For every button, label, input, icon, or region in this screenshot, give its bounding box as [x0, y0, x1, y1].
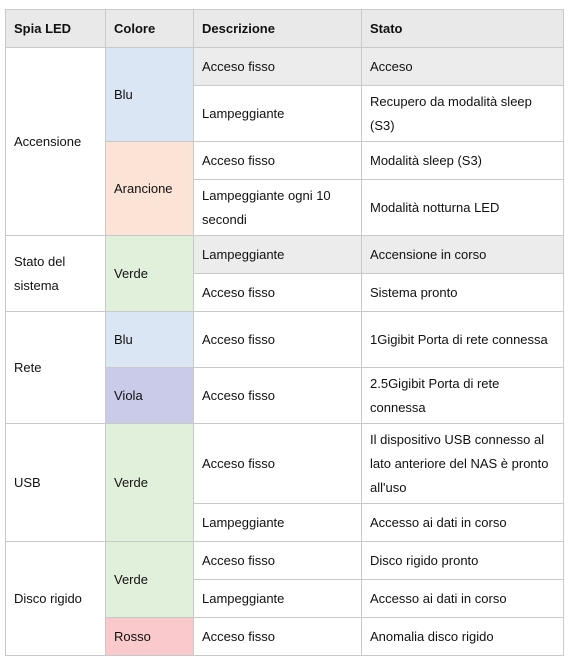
descrizione-cell: Acceso fisso	[194, 368, 362, 424]
header-descrizione: Descrizione	[194, 10, 362, 48]
descrizione-cell: Lampeggiante ogni 10 secondi	[194, 180, 362, 236]
stato-cell: Acceso	[362, 48, 564, 86]
colore-rosso: Rosso	[106, 618, 194, 656]
stato-cell: Accensione in corso	[362, 236, 564, 274]
colore-blu: Blu	[106, 312, 194, 368]
table-row	[6, 312, 564, 368]
descrizione-cell: Lampeggiante	[194, 86, 362, 142]
descrizione-cell: Acceso fisso	[194, 274, 362, 312]
spia-usb: USB	[6, 424, 106, 542]
stato-cell: Anomalia disco rigido	[362, 618, 564, 656]
colore-verde: Verde	[106, 236, 194, 312]
stato-cell: Sistema pronto	[362, 274, 564, 312]
spia-stato-sistema: Stato del sistema	[6, 236, 106, 312]
colore-verde: Verde	[106, 424, 194, 542]
spia-accensione: Accensione	[6, 48, 106, 236]
stato-cell: Il dispositivo USB connesso al lato anteriore del NAS è pronto all'uso	[362, 424, 564, 504]
descrizione-cell: Acceso fisso	[194, 618, 362, 656]
table-row	[6, 424, 564, 504]
stato-cell: Accesso ai dati in corso	[362, 504, 564, 542]
table-row	[6, 542, 564, 580]
descrizione-cell: Acceso fisso	[194, 48, 362, 86]
stato-cell: 2.5Gigibit Porta di rete connessa	[362, 368, 564, 424]
table-row	[6, 236, 564, 274]
stato-cell: Modalità sleep (S3)	[362, 142, 564, 180]
colore-arancione: Arancione	[106, 142, 194, 236]
table-row	[6, 48, 564, 86]
stato-cell: Disco rigido pronto	[362, 542, 564, 580]
header-spia-led: Spia LED	[6, 10, 106, 48]
header-stato: Stato	[362, 10, 564, 48]
stato-cell: Modalità notturna LED	[362, 180, 564, 236]
spia-disco-rigido: Disco rigido	[6, 542, 106, 656]
spia-rete: Rete	[6, 312, 106, 424]
descrizione-cell: Lampeggiante	[194, 504, 362, 542]
colore-blu: Blu	[106, 48, 194, 142]
stato-cell: 1Gigibit Porta di rete connessa	[362, 312, 564, 368]
descrizione-cell: Acceso fisso	[194, 542, 362, 580]
table-header-row	[6, 10, 564, 48]
descrizione-cell: Lampeggiante	[194, 236, 362, 274]
header-colore: Colore	[106, 10, 194, 48]
colore-verde: Verde	[106, 542, 194, 618]
stato-cell: Accesso ai dati in corso	[362, 580, 564, 618]
stato-cell: Recupero da modalità sleep (S3)	[362, 86, 564, 142]
descrizione-cell: Lampeggiante	[194, 580, 362, 618]
led-status-table	[5, 9, 564, 656]
descrizione-cell: Acceso fisso	[194, 312, 362, 368]
descrizione-cell: Acceso fisso	[194, 142, 362, 180]
descrizione-cell: Acceso fisso	[194, 424, 362, 504]
colore-viola: Viola	[106, 368, 194, 424]
